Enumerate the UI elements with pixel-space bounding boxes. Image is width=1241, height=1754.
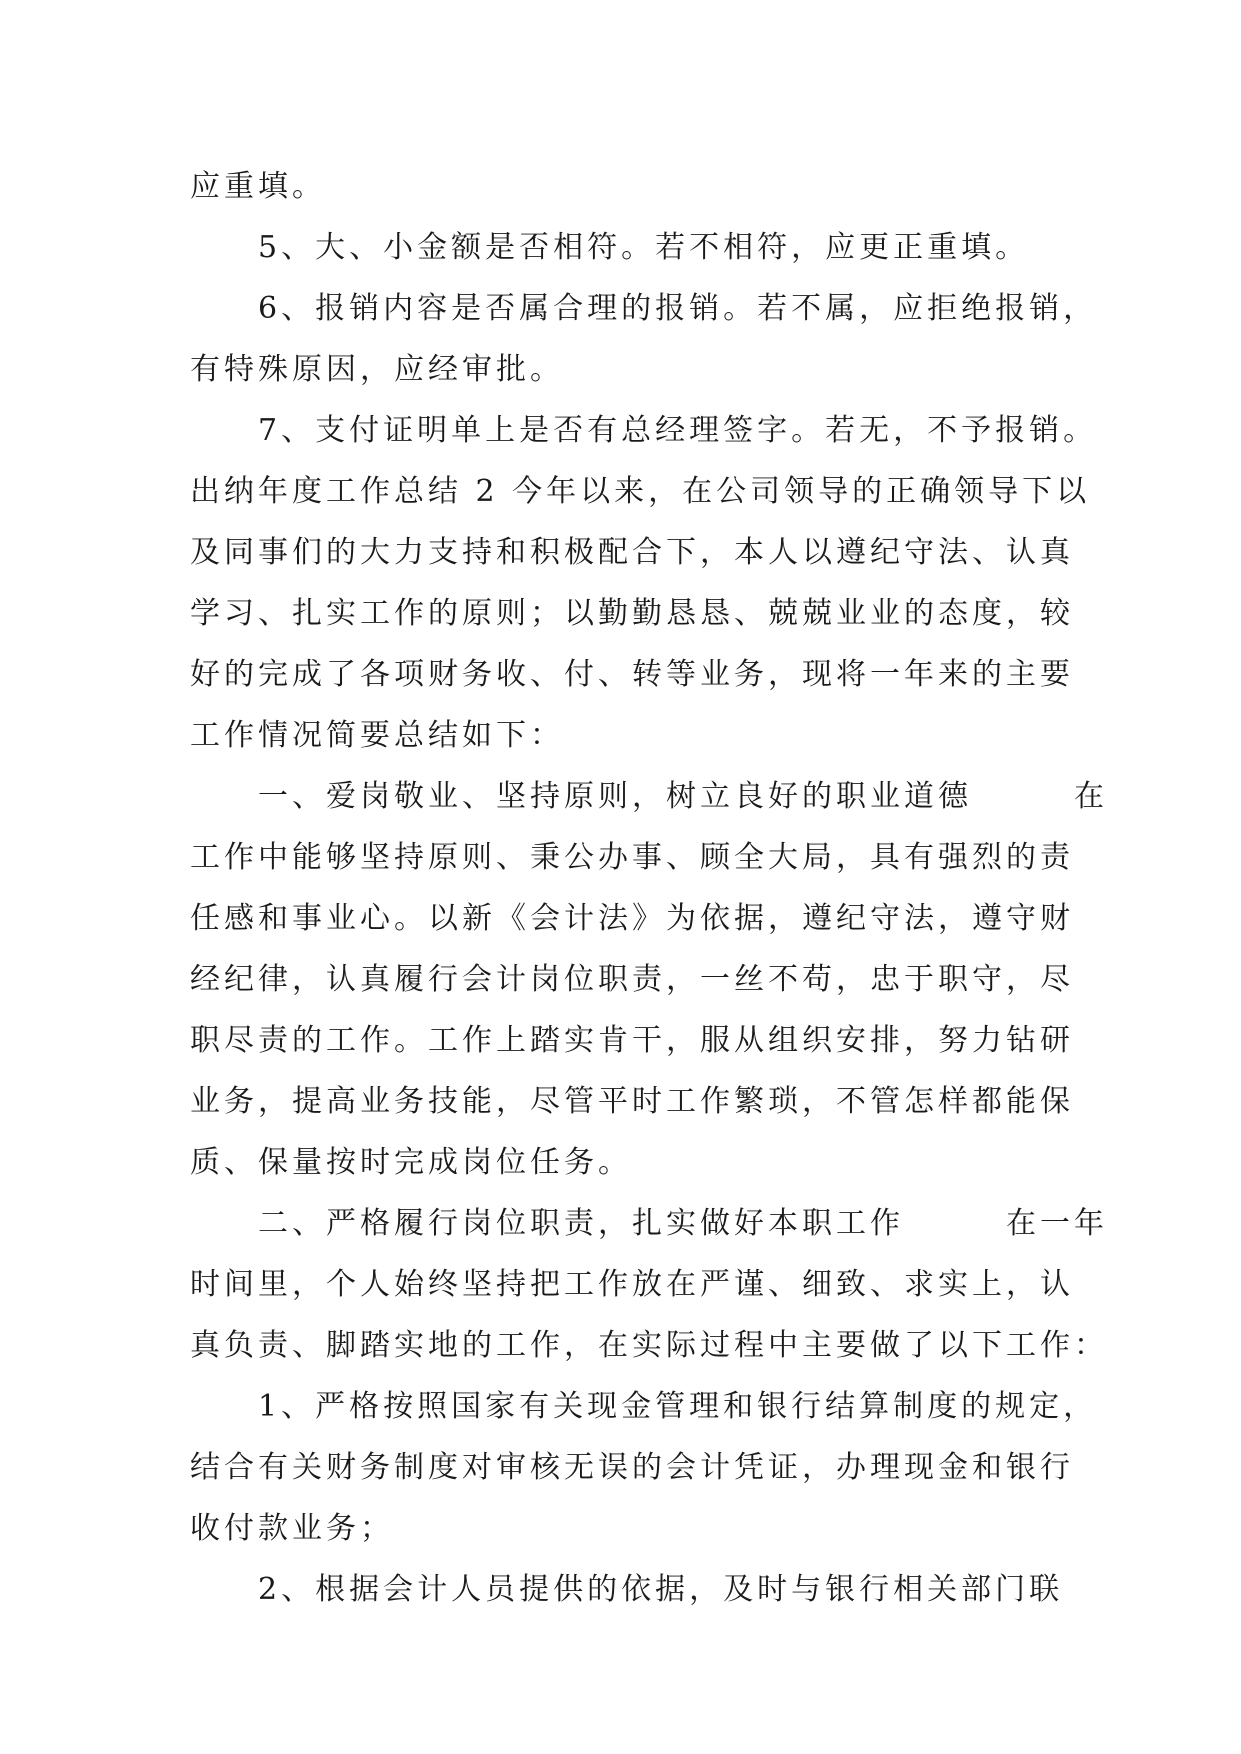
- text-line: 应重填。: [190, 169, 326, 204]
- text-line: 收付款业务；: [190, 1511, 394, 1546]
- text-line: 出纳年度工作总结 2 今年以来，在公司领导的正确领导下以: [190, 474, 1091, 509]
- text-line: 学习、扎实工作的原则；以勤勤恳恳、兢兢业业的态度，较: [190, 596, 1074, 631]
- text-line: 结合有关财务制度对审核无误的会计凭证，办理现金和银行: [190, 1450, 1074, 1485]
- text-line: 经纪律，认真履行会计岗位职责，一丝不苟，忠于职守，尽: [190, 962, 1074, 997]
- text-line: 2、根据会计人员提供的依据，及时与银行相关部门联: [190, 1572, 1064, 1607]
- text-line: 业务，提高业务技能，尽管平时工作繁琐，不管怎样都能保: [190, 1084, 1074, 1119]
- body-text: [190, 156, 1108, 1620]
- text-line: 职尽责的工作。工作上踏实肯干，服从组织安排，努力钻研: [190, 1023, 1074, 1058]
- text-line: 任感和事业心。以新《会计法》为依据，遵纪守法，遵守财: [190, 901, 1074, 936]
- text-line: 质、保量按时完成岗位任务。: [190, 1145, 632, 1180]
- text-line: 时间里，个人始终坚持把工作放在严谨、细致、求实上，认: [190, 1267, 1074, 1302]
- text-line: 有特殊原因，应经审批。: [190, 352, 564, 387]
- text-line: 一、爱岗敬业、坚持原则，树立良好的职业道德 在: [190, 779, 1108, 814]
- text-line: 好的完成了各项财务收、付、转等业务，现将一年来的主要: [190, 657, 1074, 692]
- text-line: 真负责、脚踏实地的工作，在实际过程中主要做了以下工作：: [190, 1328, 1108, 1363]
- text-line: 7、支付证明单上是否有总经理签字。若无，不予报销。: [190, 413, 1098, 448]
- text-line: 5、大、小金额是否相符。若不相符，应更正重填。: [190, 230, 1030, 265]
- text-line: 及同事们的大力支持和积极配合下，本人以遵纪守法、认真: [190, 535, 1074, 570]
- text-line: 6、报销内容是否属合理的报销。若不属，应拒绝报销，: [190, 291, 1098, 326]
- text-line: 工作情况简要总结如下：: [190, 718, 564, 753]
- text-line: 二、严格履行岗位职责，扎实做好本职工作 在一年: [190, 1206, 1108, 1241]
- text-line: 工作中能够坚持原则、秉公办事、顾全大局，具有强烈的责: [190, 840, 1074, 875]
- text-line: 1、严格按照国家有关现金管理和银行结算制度的规定，: [190, 1389, 1098, 1424]
